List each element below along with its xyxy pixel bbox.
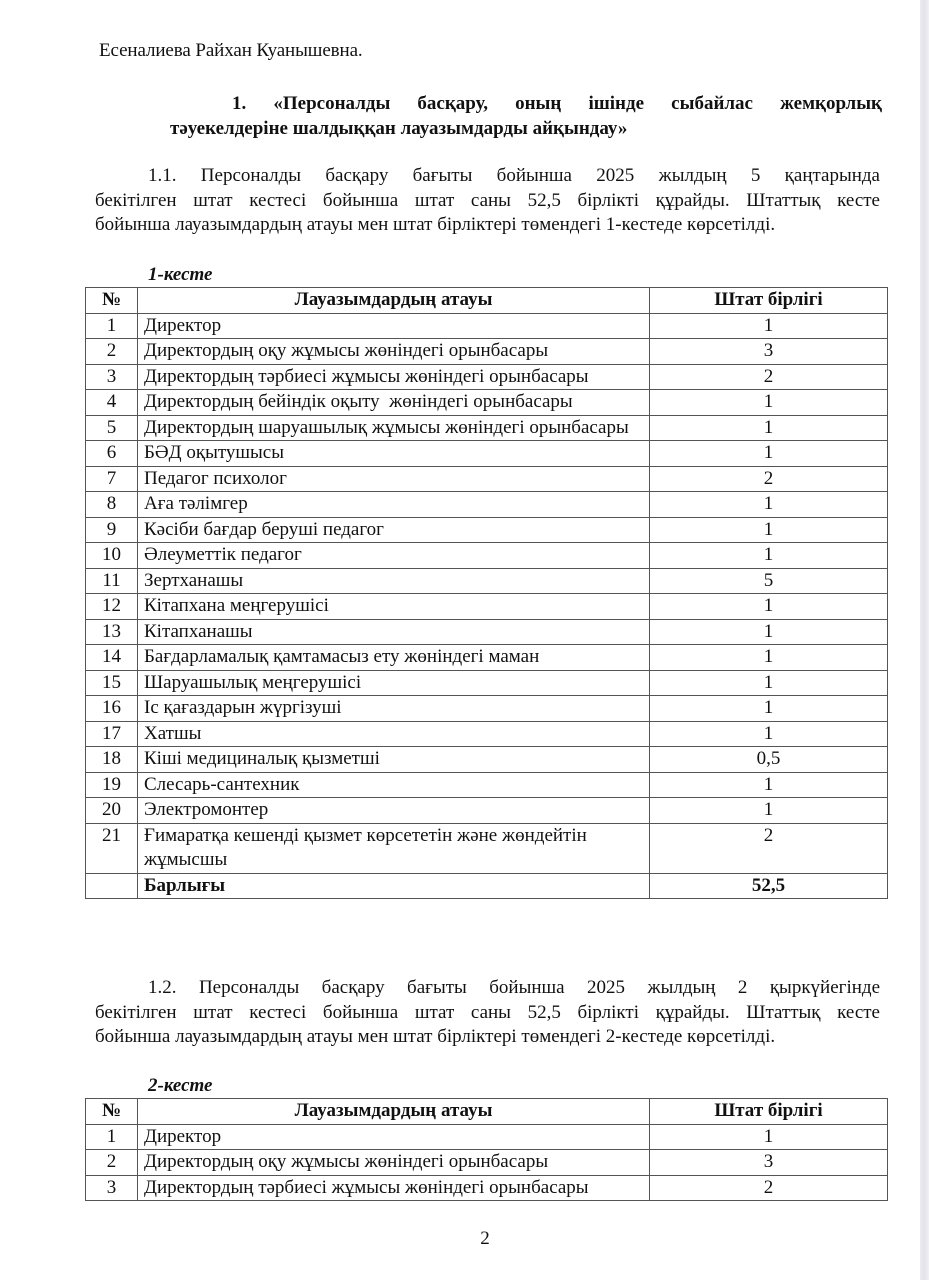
table-row xyxy=(86,390,888,416)
table-row xyxy=(86,313,888,339)
table-row xyxy=(86,619,888,645)
row-number: 13 xyxy=(86,619,138,645)
paragraph-1-1 xyxy=(95,164,880,238)
table-row xyxy=(86,1175,888,1201)
position-name: Кітапхана меңгерушісі xyxy=(138,594,650,620)
row-number: 18 xyxy=(86,747,138,773)
table-1-caption: 1-кесте xyxy=(148,264,213,285)
table-row xyxy=(86,747,888,773)
paragraph-line: бекітілген штат кестесі бойынша штат саны 52,5 бірлікті құрайды. Штаттық кесте xyxy=(95,1001,880,1023)
table-row xyxy=(86,441,888,467)
table-row xyxy=(86,543,888,569)
position-name: Директордың оқу жұмысы жөніндегі орынбасары xyxy=(138,339,650,365)
row-number: 1 xyxy=(86,313,138,339)
paragraph-line: бекітілген штат кестесі бойынша штат саны 52,5 бірлікті құрайды. Штаттық кесте xyxy=(95,189,880,211)
column-header-staff-units: Штат бірлігі xyxy=(650,1099,888,1125)
staff-units: 2 xyxy=(650,823,888,873)
row-number: 10 xyxy=(86,543,138,569)
row-number: 4 xyxy=(86,390,138,416)
paragraph-line: бойынша лауазымдардың атауы мен штат бірліктері төмендегі 2-кестеде көрсетілді. xyxy=(95,1026,776,1047)
row-number: 6 xyxy=(86,441,138,467)
page-edge-shadow xyxy=(920,0,929,1280)
staff-units: 1 xyxy=(650,390,888,416)
position-name: Директордың бейіндік оқыту жөніндегі орынбасары xyxy=(138,390,650,416)
staff-units: 1 xyxy=(650,1124,888,1150)
section-heading xyxy=(170,91,882,141)
row-number: 19 xyxy=(86,772,138,798)
table-row xyxy=(86,492,888,518)
table-row xyxy=(86,568,888,594)
staff-units: 2 xyxy=(650,364,888,390)
staff-units: 1 xyxy=(650,772,888,798)
position-name: Директордың оқу жұмысы жөніндегі орынбасары xyxy=(138,1150,650,1176)
table-row xyxy=(86,594,888,620)
position-name: Іс қағаздарын жүргізуші xyxy=(138,696,650,722)
author-name: Есеналиева Райхан Куанышевна. xyxy=(99,40,363,61)
row-number: 20 xyxy=(86,798,138,824)
row-number-empty xyxy=(86,873,138,899)
column-header-position-name: Лауазымдардың атауы xyxy=(138,288,650,314)
row-number: 9 xyxy=(86,517,138,543)
staff-units: 1 xyxy=(650,696,888,722)
position-name: Директор xyxy=(138,1124,650,1150)
table-row xyxy=(86,721,888,747)
total-label: Барлығы xyxy=(138,873,650,899)
section-heading-line-2: тәуекелдеріне шалдыққан лауазымдарды айқындау» xyxy=(170,118,628,139)
position-name: Директордың шаруашылық жұмысы жөніндегі орынбасары xyxy=(138,415,650,441)
row-number: 11 xyxy=(86,568,138,594)
table-row xyxy=(86,415,888,441)
column-header-number: № xyxy=(86,288,138,314)
table-row xyxy=(86,517,888,543)
row-number: 2 xyxy=(86,1150,138,1176)
staff-units: 1 xyxy=(650,594,888,620)
table-row xyxy=(86,339,888,365)
table-row xyxy=(86,1150,888,1176)
column-header-number: № xyxy=(86,1099,138,1125)
position-name: Слесарь-сантехник xyxy=(138,772,650,798)
row-number: 21 xyxy=(86,823,138,873)
row-number: 12 xyxy=(86,594,138,620)
column-header-staff-units: Штат бірлігі xyxy=(650,288,888,314)
position-name: Кіші медициналық қызметші xyxy=(138,747,650,773)
table-row xyxy=(86,772,888,798)
paragraph-1-2 xyxy=(95,976,880,1050)
position-name: Директордың тәрбиесі жұмысы жөніндегі орынбасары xyxy=(138,364,650,390)
row-number: 3 xyxy=(86,364,138,390)
row-number: 2 xyxy=(86,339,138,365)
staff-units: 1 xyxy=(650,492,888,518)
staff-units: 0,5 xyxy=(650,747,888,773)
staff-units: 1 xyxy=(650,619,888,645)
table-header-row xyxy=(86,288,888,314)
staff-units: 1 xyxy=(650,798,888,824)
row-number: 7 xyxy=(86,466,138,492)
staff-units: 5 xyxy=(650,568,888,594)
table-row xyxy=(86,696,888,722)
position-name: Кәсіби бағдар беруші педагог xyxy=(138,517,650,543)
staff-units: 2 xyxy=(650,1175,888,1201)
position-name: Аға тәлімгер xyxy=(138,492,650,518)
row-number: 5 xyxy=(86,415,138,441)
staff-units: 3 xyxy=(650,339,888,365)
position-name: Директордың тәрбиесі жұмысы жөніндегі орынбасары xyxy=(138,1175,650,1201)
staff-units: 1 xyxy=(650,543,888,569)
table-row xyxy=(86,645,888,671)
table-row xyxy=(86,798,888,824)
position-name: Әлеуметтік педагог xyxy=(138,543,650,569)
position-name: Кітапханашы xyxy=(138,619,650,645)
paragraph-line: бойынша лауазымдардың атауы мен штат бірліктері төмендегі 1-кестеде көрсетілді. xyxy=(95,214,776,235)
column-header-position-name: Лауазымдардың атауы xyxy=(138,1099,650,1125)
position-name: Электромонтер xyxy=(138,798,650,824)
staff-units: 1 xyxy=(650,517,888,543)
row-number: 15 xyxy=(86,670,138,696)
position-name: Педагог психолог xyxy=(138,466,650,492)
position-name: БӘД оқытушысы xyxy=(138,441,650,467)
table-row xyxy=(86,1124,888,1150)
position-name: Зертханашы xyxy=(138,568,650,594)
table-2-caption: 2-кесте xyxy=(148,1075,213,1096)
total-value: 52,5 xyxy=(650,873,888,899)
row-number: 14 xyxy=(86,645,138,671)
row-number: 3 xyxy=(86,1175,138,1201)
paragraph-line: 1.2. Персоналды басқару бағыты бойынша 2025 жылдың 2 қыркүйегінде xyxy=(148,977,880,998)
table-row xyxy=(86,466,888,492)
position-name: Хатшы xyxy=(138,721,650,747)
table-header-row xyxy=(86,1099,888,1125)
row-number: 8 xyxy=(86,492,138,518)
row-number: 16 xyxy=(86,696,138,722)
position-name: Бағдарламалық қамтамасыз ету жөніндегі маман xyxy=(138,645,650,671)
staff-units: 2 xyxy=(650,466,888,492)
staff-units: 1 xyxy=(650,670,888,696)
position-name: Шаруашылық меңгерушісі xyxy=(138,670,650,696)
staff-table-2 xyxy=(85,1098,888,1201)
row-number: 1 xyxy=(86,1124,138,1150)
paragraph-line: 1.1. Персоналды басқару бағыты бойынша 2025 жылдың 5 қаңтарында xyxy=(148,165,880,186)
table-row xyxy=(86,364,888,390)
staff-units: 3 xyxy=(650,1150,888,1176)
table-row xyxy=(86,823,888,873)
row-number: 17 xyxy=(86,721,138,747)
position-name: Ғимаратқа кешенді қызмет көрсететін және жөндейтін жұмысшы xyxy=(138,823,650,873)
table-row xyxy=(86,670,888,696)
staff-units: 1 xyxy=(650,415,888,441)
staff-units: 1 xyxy=(650,313,888,339)
page-number: 2 xyxy=(480,1228,490,1249)
staff-units: 1 xyxy=(650,645,888,671)
staff-table-1 xyxy=(85,287,888,899)
table-total-row xyxy=(86,873,888,899)
section-heading-line-1: 1. «Персоналды басқару, оның ішінде сыбайлас жемқорлық xyxy=(232,93,882,114)
staff-units: 1 xyxy=(650,721,888,747)
position-name: Директор xyxy=(138,313,650,339)
staff-units: 1 xyxy=(650,441,888,467)
